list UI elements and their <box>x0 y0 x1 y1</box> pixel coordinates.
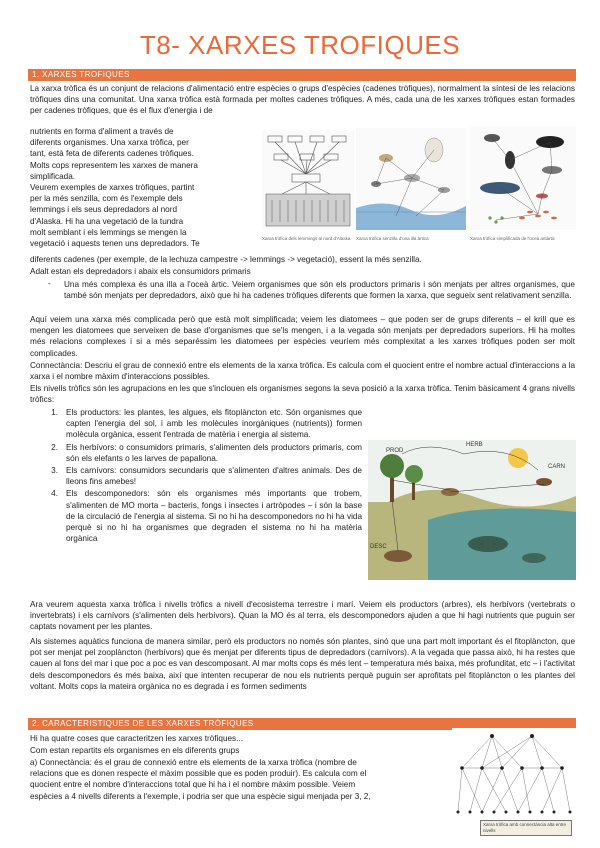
list-text: Els carnívors: consumidors secundaris que s'alimenten d'altres animals. Des de lleons fins amebes! <box>66 466 362 487</box>
list-number: 4. <box>51 489 58 499</box>
text-line: Veurem exemples de xarxes tròfiques, partint <box>30 183 195 193</box>
decomposer-icon <box>384 550 412 562</box>
text-line: d'Alaska. Hi ha una vegetació de la tundra <box>30 216 184 226</box>
list-number: 3. <box>51 466 58 476</box>
page-title: T8- XARXES TROFIQUES <box>139 30 461 60</box>
carnivores-label: CARN <box>548 464 566 470</box>
connectance-network-figure <box>452 728 576 840</box>
list-number: 1. <box>51 408 58 417</box>
section-heading-1: 1. XARXES TROFIQUES <box>28 69 576 81</box>
ecosystem-trophic-levels-figure <box>368 440 576 580</box>
text-line: tant, està feta de diferents cadenes tròfiques. <box>30 149 194 159</box>
list-item <box>44 465 362 487</box>
text-line: espècies a 4 nivells diferents a l'exemple, i podria ser que una espècie sigui menjada per 3, 2, <box>30 791 371 801</box>
producers-label: PROD <box>386 448 404 454</box>
bullet-dash: - <box>48 279 51 288</box>
list-text: Els herbívors: o consumidors primaris, s'alimenten dels productors primaris, com són els elefants o les larves de papallona. <box>66 442 362 463</box>
list-text: Els descomponedors: són els organismes més importants que trobem, s'alimenten de MO morta – bacteris, fongs i insectes i artròpodes – i són la base de la circulació de l'energia al sistema. Si no hi ha descomponedors no hi ha vida perquè si no hi ha organismes que degraden el sistema no hi ha matèria orgànica <box>66 489 362 544</box>
network-caption-box: Xarxa tròfica amb connectància alta entre nivells <box>480 820 572 836</box>
arctic-diagram <box>356 128 466 230</box>
text-line: simplificada. <box>30 171 76 181</box>
decomposers-label: DESC <box>370 544 387 550</box>
aquatic-systems-paragraph: Als sistemes aquàtics funciona de manera similar, però els productors no només són plantes, sinó que una part molt important és el fitoplàncton, que pot ser menjat pel zooplàncton (herbívors) que és menjat per diferents tipus de depredadors (carnívors). A la vegada que passa això, hi ha restes que cauen al fons del mar i que poc a poc es van descomposant. Al mar molts cops és més lent – temperatura més baixa, més profunditat, etc – i l'activitat dels descomponedors és més baixa, així que intenten recuperar de nou els nutrients perquè puguin ser aprofitats pel fitoplàncton o les plantes del voltant. Molts cops la mateira orgànica no es degrada i es formen sediments <box>30 637 575 691</box>
sun-icon <box>508 448 528 468</box>
figure-caption: Xarxa tròfica senzilla d'una illa àrtica <box>356 236 429 241</box>
text-line: molt semblant i els lemmings se mengen la <box>30 227 187 237</box>
adalt-line: Adalt estan els depredadors i abaix els consumidors primaris <box>30 267 251 276</box>
trophic-levels-intro: Els nivells tròfics són les agrupacions en les que s'inclouen els organismes segons la seva posició a la xarxa tròfica. Tenim bàsicament 4 grans nivells tròfics: <box>30 384 575 405</box>
text-line: diferents organismes. Una xarxa tròfica, per <box>30 138 189 148</box>
list-item <box>44 442 362 464</box>
arctic-food-web-figure <box>356 128 466 230</box>
carnivore-icon <box>536 478 552 486</box>
connectancia-paragraph: Connectància: Descriu el grau de connexió entre els elements de la xarxa tròfica. Es calcula com el quocient entre el nombre actual d'interaccions a la xarxa i el nombre màxim d'interaccions possibles. <box>30 361 575 382</box>
antarctic-diagram <box>470 126 576 230</box>
text-line: a) Connectància: és el grau de connexió entre els elements de la xarxa tròfica (nombre de <box>30 758 357 767</box>
characteristics-intro: Hi ha quatre coses que caracteritzen les xarxes tròfiques... <box>30 734 243 743</box>
arctic-island-paragraph: Una més complexa és una illa a l'oceà àrtic. Veiem organismes que són els productors primaris i són menjats per altres organismes, que també són menjats per depredadors, això que hi ha cadenes tròfiques diferents que formen la xarxa, que segueix sent relativament senzilla. <box>64 280 575 301</box>
list-item <box>44 407 362 441</box>
list-item <box>44 488 362 544</box>
figure-caption: Xarxa tròfica simplificada de l'oceà antàrtic <box>470 236 556 241</box>
list-text: Els productors: les plantes, les algues, els fitoplàncton etc. Són organismes que capten l'energia del sol, i amb les molècules inorgàniques (nutrients)) formen molècula orgànica, essent l'entrada de matèria i energia al sistema. <box>66 408 362 440</box>
connectancia-detail <box>30 757 450 802</box>
antarctic-food-web-figure <box>470 126 576 230</box>
antarctic-paragraph: Aquí veiem una xarxa més complicada però que està molt simplificada; veiem les diatomees – que poden ser de grups diferents – el krill que es mengen les diatomees que serveixen de base d'organismes que se'ls mengen, i a la vegada són menjats per depredadors superiors. Hi ha moltes més relacions complexes i si a més separéssim les diatomees per espècies veuríem més complexitat a les xarxes tròfiques poden ser molt complicades. <box>30 315 575 358</box>
list-number: 2. <box>51 442 58 452</box>
herbivores-label: HERB <box>466 442 483 448</box>
figure-caption: Xarxa tròfica dels lemmings al nord d'Alaska <box>262 236 351 241</box>
section-heading-2: 2. CARACTERISTIQUES DE LES XARXES TRÒFIQUES <box>28 718 576 730</box>
text-line: per la més senzilla, com és l'exemple dels <box>30 194 183 204</box>
characteristics-groups: Com estan repartits els organismes en els diferents grups <box>30 746 240 755</box>
text-line: vegetació i aquests tenen uns depredadors. Te <box>30 239 200 249</box>
tree-icon <box>380 454 404 478</box>
fish-icon <box>468 536 508 552</box>
connectance-diagram <box>452 728 576 820</box>
ecosystem-diagram <box>368 440 576 580</box>
text-line: Molts cops representem les xarxes de manera <box>30 160 198 170</box>
lemmings-paragraph <box>30 126 258 249</box>
text-line: relacions que es donen respecte el màxim possible que es poden produir). Es calcula com el <box>30 769 367 779</box>
text-line: nutrients en forma d'aliment a través de <box>30 127 174 136</box>
trophic-levels-list <box>44 407 362 544</box>
intro-paragraph: La xarxa tròfica és un conjunt de relacions d'alimentació entre espècies o grups d'espècies (cadenes tròfiques), normalment la síntesi de les relacions tròfiques dins una comunitat. Una xarxa tròfica està formada per moltes cadenes tròfiques. A més, cada una de les xarxes tròfiques estan formades per cadenes tròfiques, que és el flux d'energia i de <box>30 84 575 116</box>
text-line: lemmings i els seus depredadors al nord <box>30 205 177 215</box>
terrestrial-marine-paragraph: Ara veurem aquesta xarxa tròfica i nivells tròfics a nivell d'ecosistema terrestre i marí. Veiem els productors (arbres), els herbívors (vertebrats o invertebrats) i els carnívors (s'alimenten dels herbívors). Quan la MO és al terra, els descomponedors ajuden a que hi hagi nutrients que puguin ser captats novament per les plantes. <box>30 600 575 632</box>
lemmings-chain-line: diferents cadenes (per exemple, de la lechuza campestre -> lemmings -> vegetació), essent la més senzilla. <box>30 255 422 264</box>
lemmings-diagram <box>262 130 354 230</box>
text-line: quocient entre el nombre d'interaccions total que hi ha i el nombre màxim possible. Veiem <box>30 780 356 790</box>
lemmings-food-web-figure <box>262 130 354 230</box>
